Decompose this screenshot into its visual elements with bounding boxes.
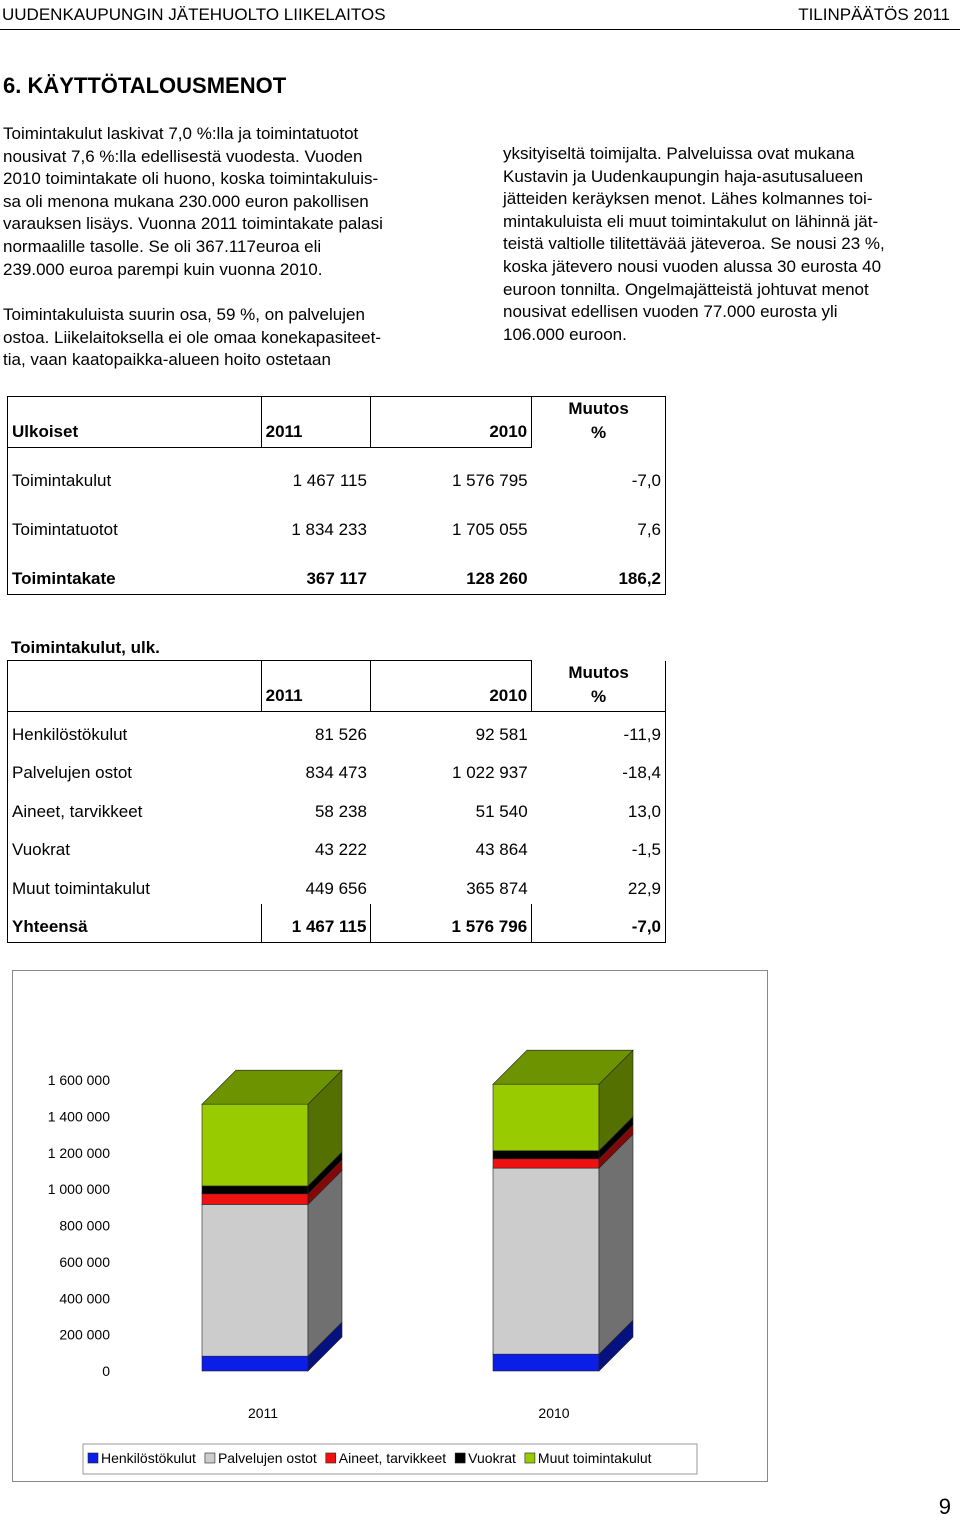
cell-change: -18,4 — [622, 763, 661, 782]
table-header-row — [8, 397, 666, 448]
text-line: koska jätevero nousi vuoden alussa 30 eurosta 40 — [503, 256, 882, 276]
text-line: teistä valtiolle tilitettävää jäteveroa. Se nousi 23 %, — [503, 234, 885, 254]
section-title: 6. KÄYTTÖTALOUSMENOT — [3, 73, 287, 98]
column-header: 2010 — [371, 661, 532, 712]
cell-2011: 367 117 — [306, 568, 367, 588]
left-paragraph-2 — [3, 304, 383, 372]
page-number: 9 — [938, 1494, 951, 1519]
cell-2011: 43 222 — [314, 840, 367, 859]
column-header: 2011 — [261, 397, 371, 448]
x-tick-label: 2010 — [538, 1405, 570, 1421]
bar-segment — [202, 1186, 308, 1194]
row-label: Aineet, tarvikkeet — [12, 801, 143, 821]
row-label: Vuokrat — [12, 840, 70, 859]
cell-2011: 1 467 115 — [292, 471, 367, 490]
operating-costs-table — [7, 660, 666, 943]
legend-label: Muut toimintakulut — [537, 1450, 652, 1466]
cell-2011: 834 473 — [305, 763, 367, 782]
legend-label: Henkilöstökulut — [101, 1450, 196, 1466]
left-paragraph-1 — [3, 123, 383, 281]
left-text-column — [3, 123, 383, 372]
header-organization: UUDENKAUPUNGIN JÄTEHUOLTO LIIKELAITOS — [2, 5, 386, 24]
table-row — [8, 865, 666, 904]
row-label: Toimintatuotot — [12, 520, 118, 539]
column-header: Ulkoiset — [8, 397, 262, 448]
legend-swatch — [88, 1453, 98, 1463]
text-line: 239.000 euroa parempi kuin vuonna 2010. — [3, 259, 323, 279]
text-line: euroon tonnilta. Ongelmajätteistä johtuvat menot — [503, 279, 869, 299]
column-header-line: Muutos — [568, 662, 629, 682]
cell-change: -1,5 — [631, 840, 661, 859]
cell-2010: 365 874 — [466, 878, 528, 898]
text-line: Kustavin ja Uudenkaupungin haja-asutusalueen — [503, 166, 864, 186]
text-line: tia, vaan kaatopaikka-alueen hoito ostetaan — [3, 350, 331, 370]
row-label: Palvelujen ostot — [12, 763, 133, 782]
text-line: yksityiseltä toimijalta. Palveluissa ovat mukana — [503, 144, 855, 163]
y-tick-label: 1 400 000 — [47, 1108, 110, 1125]
bar-segment — [202, 1204, 308, 1356]
cell-2010: 1 576 795 — [452, 471, 528, 490]
column-header-line: % — [591, 423, 607, 442]
column-header-line: % — [591, 686, 607, 706]
right-text-column — [503, 143, 885, 346]
text-line: sa oli menona mukana 230.000 euron pakollisen — [3, 191, 369, 211]
cell-2010: 92 581 — [475, 724, 528, 744]
column-header: 2011 — [261, 661, 371, 712]
bar-segment — [493, 1159, 599, 1168]
cell-2011: 81 526 — [314, 724, 367, 744]
cell-2011: 1 834 233 — [291, 520, 367, 539]
table-title: Toimintakulut, ulk. — [11, 638, 160, 657]
text-line: Toimintakuluista suurin osa, 59 %, on palvelujen — [3, 305, 365, 325]
table-row — [8, 447, 666, 496]
cell-change: 13,0 — [627, 801, 661, 821]
y-tick-label: 0 — [102, 1363, 110, 1379]
text-line: nousivat 7,6 %:lla edellisestä vuodesta. Vuoden — [3, 146, 363, 166]
cell-change: 7,6 — [637, 520, 661, 539]
text-line: 2010 toimintakate oli huono, koska toimintakuluis- — [3, 169, 379, 189]
legend-swatch — [326, 1453, 336, 1463]
table-row — [8, 496, 666, 545]
column-header — [532, 397, 666, 448]
table-row — [8, 788, 666, 827]
cell-change: 186,2 — [618, 568, 661, 588]
cell-2010: 1 576 796 — [371, 904, 532, 943]
cell-2011: 1 467 115 — [261, 904, 371, 943]
cell-change: -7,0 — [532, 904, 666, 943]
cell-2010: 43 864 — [475, 840, 528, 859]
y-tick-label: 800 000 — [59, 1217, 110, 1234]
legend-swatch — [455, 1453, 465, 1463]
y-tick-label: 1 600 000 — [47, 1072, 110, 1088]
cell-2010: 1 022 937 — [452, 763, 528, 782]
text-line: Toimintakulut laskivat 7,0 %:lla ja toimintatuotot — [3, 124, 359, 143]
cell-change: -11,9 — [623, 724, 661, 744]
header-divider — [0, 29, 960, 30]
column-header: 2010 — [371, 397, 532, 448]
text-line: nousivat edellisen vuoden 77.000 eurosta yli — [503, 302, 838, 322]
cell-2010: 51 540 — [475, 801, 528, 821]
legend-swatch — [205, 1453, 215, 1463]
row-label: Yhteensä — [8, 904, 262, 943]
bar-segment — [493, 1168, 599, 1354]
bar-segment — [202, 1104, 308, 1186]
legend-label: Vuokrat — [468, 1450, 516, 1466]
column-header-line: Muutos — [568, 399, 629, 418]
right-paragraph-1 — [503, 143, 885, 346]
text-line: 106.000 euroon. — [503, 324, 627, 344]
cell-2010: 128 260 — [466, 568, 528, 588]
row-label: Henkilöstökulut — [12, 724, 128, 744]
page-header — [0, 3, 960, 29]
text-line: jätteiden keräyksen menot. Lähes kolmannes toi- — [503, 189, 873, 209]
row-label: Toimintakulut — [12, 471, 112, 490]
table-row — [8, 711, 666, 750]
cell-2011: 449 656 — [305, 878, 367, 898]
table-row — [8, 545, 666, 594]
bar-segment-side — [599, 1134, 633, 1354]
text-line: normaalille tasolle. Se oli 367.117euroa eli — [3, 236, 322, 256]
cell-change: 22,9 — [627, 878, 661, 898]
x-tick-label: 2011 — [247, 1405, 279, 1421]
cell-change: -7,0 — [631, 471, 661, 490]
column-header-empty — [8, 661, 262, 712]
external-operations-table — [7, 396, 666, 595]
row-label: Muut toimintakulut — [12, 878, 150, 898]
y-tick-label: 600 000 — [59, 1253, 110, 1270]
legend-label: Aineet, tarvikkeet — [338, 1450, 447, 1466]
text-line: ostoa. Liikelaitoksella ei ole omaa konekapasiteet- — [3, 327, 382, 347]
y-tick-label: 1 200 000 — [47, 1144, 110, 1161]
table-row — [8, 827, 666, 866]
row-label: Toimintakate — [12, 568, 116, 588]
bar-segment — [493, 1084, 599, 1151]
table-row — [8, 750, 666, 789]
table-header-row — [8, 661, 666, 712]
cell-2010: 1 705 055 — [452, 520, 528, 539]
bar-segment — [493, 1151, 599, 1159]
legend-swatch — [525, 1453, 535, 1463]
y-tick-label: 1 000 000 — [47, 1181, 110, 1198]
bar-segment — [493, 1354, 599, 1371]
y-tick-label: 400 000 — [59, 1290, 110, 1307]
bar-segment — [202, 1194, 308, 1205]
cell-2011: 58 238 — [314, 801, 367, 821]
header-document-title: TILINPÄÄTÖS 2011 — [798, 5, 950, 24]
y-tick-label: 200 000 — [59, 1326, 110, 1343]
stacked-cost-chart — [12, 970, 768, 1482]
bar-segment — [202, 1356, 308, 1371]
legend-label: Palvelujen ostot — [217, 1450, 317, 1466]
chart-frame — [13, 971, 768, 1482]
text-line: mintakuluista eli muut toimintakulut on lähinnä jät- — [503, 211, 879, 231]
text-line: varauksen lisäys. Vuonna 2011 toimintakate palasi — [3, 214, 383, 234]
column-header — [532, 661, 666, 712]
table-row — [8, 904, 666, 943]
